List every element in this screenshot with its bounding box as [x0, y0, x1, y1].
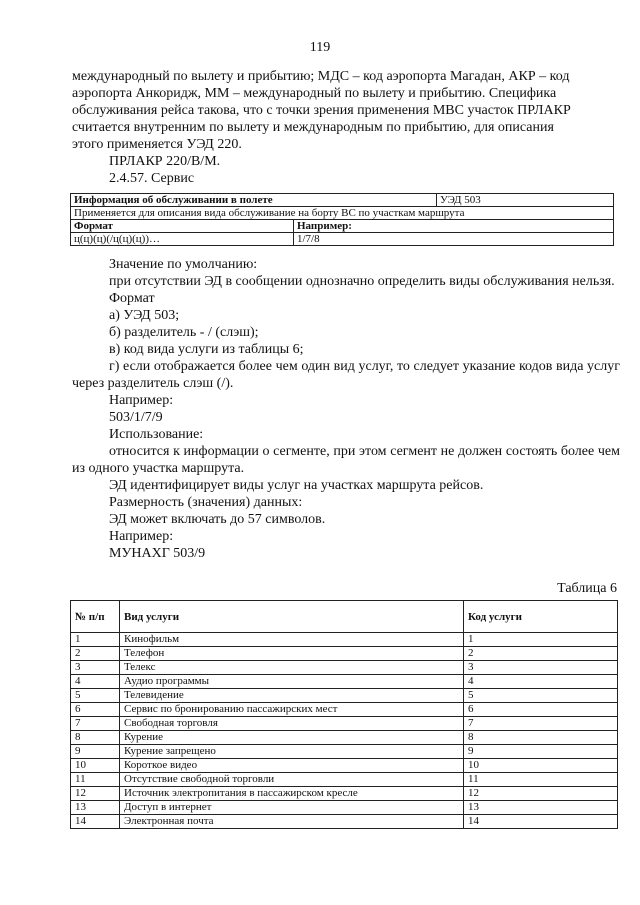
usage-text: относится к информации о сегменте, при этом сегмент не должен состоять более чем из одного участка маршрута.: [72, 444, 620, 476]
row-service: Свободная торговля: [120, 717, 464, 731]
page-number: 119: [309, 40, 331, 55]
row-num: 3: [71, 661, 120, 675]
table-row: [71, 731, 618, 745]
row-service: Доступ в интернет: [120, 801, 464, 815]
row-code: 12: [464, 787, 618, 801]
table-row: [71, 759, 618, 773]
row-code: 6: [464, 703, 618, 717]
table-row: [71, 773, 618, 787]
row-num: 8: [71, 731, 120, 745]
table-row: [71, 815, 618, 829]
row-num: 14: [71, 815, 120, 829]
row-num: 1: [71, 633, 120, 647]
intro-line: этого применяется УЭД 220.: [72, 137, 242, 152]
row-code: 3: [464, 661, 618, 675]
body-text: [72, 256, 620, 562]
row-service: Отсутствие свободной торговли: [120, 773, 464, 787]
table-row: [71, 689, 618, 703]
example-label: Например:: [109, 529, 174, 544]
table-row: [71, 703, 618, 717]
row-num: 2: [71, 647, 120, 661]
row-code: 9: [464, 745, 618, 759]
row-service: Телефон: [120, 647, 464, 661]
row-service: Источник электропитания в пассажирском кресле: [120, 787, 464, 801]
row-num: 6: [71, 703, 120, 717]
spec-table: [70, 193, 614, 246]
row-service: Аудио программы: [120, 675, 464, 689]
spec-ued-code: УЭД 503: [437, 194, 614, 207]
row-num: 9: [71, 745, 120, 759]
spec-usage: Применяется для описания вида обслуживание на борту ВС по участкам маршрута: [71, 207, 614, 220]
row-code: 14: [464, 815, 618, 829]
intro-line: обслуживания рейса такова, что с точки зрения применения МВС участок ПРЛАКР: [72, 103, 571, 118]
header-code: Код услуги: [464, 601, 618, 633]
row-service: Кинофильм: [120, 633, 464, 647]
format-item: б) разделитель - / (слэш);: [109, 325, 259, 340]
default-text: при отсутствии ЭД в сообщении однозначно определить виды обслуживания нельзя.: [109, 274, 615, 289]
intro-paragraph: [72, 68, 620, 187]
row-code: 1: [464, 633, 618, 647]
format-item: г) если отображается более чем один вид услуг, то следует указание кодов вида услуг через разделитель слэш (/).: [72, 359, 620, 391]
format-item: в) код вида услуги из таблицы 6;: [109, 342, 304, 357]
table-row: [71, 801, 618, 815]
table-row: [71, 633, 618, 647]
table-row: [71, 661, 618, 675]
row-code: 8: [464, 731, 618, 745]
header-service: Вид услуги: [120, 601, 464, 633]
spec-info-label: Информация об обслуживании в полете: [71, 194, 437, 207]
format-item: а) УЭД 503;: [109, 308, 180, 323]
table6-body: [71, 633, 618, 829]
example-code: ПРЛАКР 220/В/М.: [109, 154, 221, 169]
spec-example-label: Например:: [294, 220, 614, 233]
section-heading: 2.4.57. Сервис: [109, 171, 195, 186]
row-service: Короткое видео: [120, 759, 464, 773]
table-row: [71, 787, 618, 801]
table-row: [71, 717, 618, 731]
dimension-text: ЭД может включать до 57 символов.: [109, 512, 326, 527]
format-label: Формат: [109, 291, 155, 306]
row-service: Курение запрещено: [120, 745, 464, 759]
row-service: Электронная почта: [120, 815, 464, 829]
row-code: 7: [464, 717, 618, 731]
intro-line: считается внутренним по вылету и международным по прибытию, для описания: [72, 120, 554, 135]
row-code: 10: [464, 759, 618, 773]
row-service: Курение: [120, 731, 464, 745]
row-num: 7: [71, 717, 120, 731]
row-num: 5: [71, 689, 120, 703]
usage-label: Использование:: [109, 427, 204, 442]
row-service: Сервис по бронированию пассажирских мест: [120, 703, 464, 717]
row-code: 2: [464, 647, 618, 661]
table6: [70, 600, 618, 829]
default-label: Значение по умолчанию:: [109, 257, 258, 272]
header-num: № п/п: [71, 601, 120, 633]
spec-example-value: 1/7/8: [294, 233, 614, 246]
dimension-label: Размерность (значения) данных:: [109, 495, 303, 510]
row-num: 4: [71, 675, 120, 689]
table-row: [71, 745, 618, 759]
row-code: 5: [464, 689, 618, 703]
row-code: 11: [464, 773, 618, 787]
row-code: 4: [464, 675, 618, 689]
row-num: 11: [71, 773, 120, 787]
row-num: 10: [71, 759, 120, 773]
spec-format-label: Формат: [71, 220, 294, 233]
row-code: 13: [464, 801, 618, 815]
table6-caption: Таблица 6: [557, 581, 617, 596]
table6-header-row: [71, 601, 618, 633]
intro-line: аэропорта Анкоридж, ММ – международный по вылету и прибытию. Специфика: [72, 86, 557, 101]
row-num: 13: [71, 801, 120, 815]
example-label: Например:: [109, 393, 174, 408]
table-row: [71, 675, 618, 689]
spec-format-value: ц(ц)(ц)(/ц(ц)(ц))…: [71, 233, 294, 246]
example-value: МУНАХГ 503/9: [109, 546, 206, 561]
row-service: Телевидение: [120, 689, 464, 703]
row-service: Телекс: [120, 661, 464, 675]
row-num: 12: [71, 787, 120, 801]
ed-identifies-text: ЭД идентифицирует виды услуг на участках маршрута рейсов.: [109, 478, 484, 493]
intro-line: международный по вылету и прибытию; МДС – код аэропорта Магадан, АКР – код: [72, 69, 570, 84]
example-value: 503/1/7/9: [109, 410, 163, 425]
table-row: [71, 647, 618, 661]
